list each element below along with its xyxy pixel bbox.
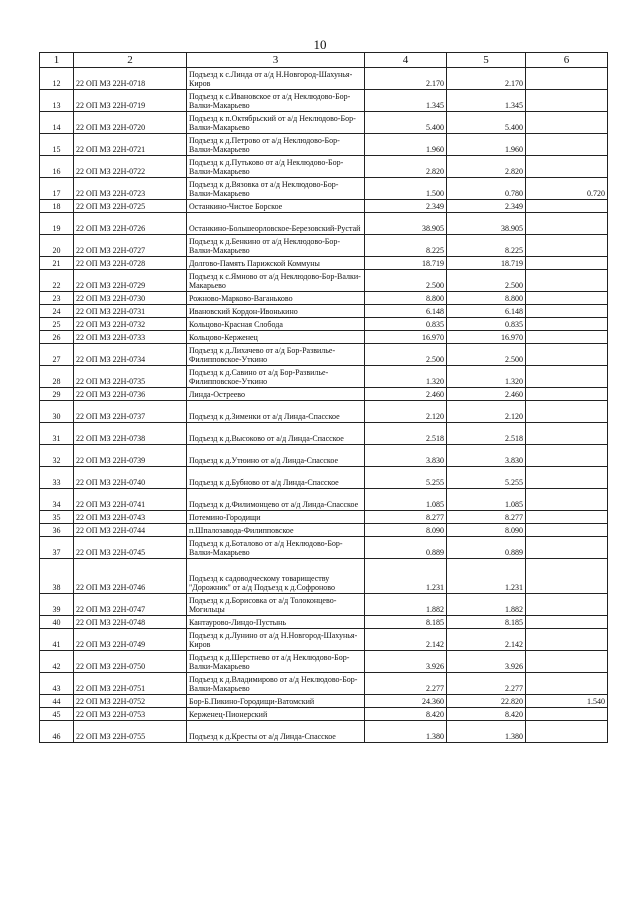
row-number: 17 <box>40 178 74 200</box>
table-row <box>40 629 608 651</box>
length-col-6 <box>526 90 608 112</box>
road-name: Подъезд к д.Шерстнево от а/д Неклюдово-Бор-Валки-Макарьево <box>187 651 365 673</box>
row-number: 22 <box>40 270 74 292</box>
road-name: Подъезд к д.Утюино от а/д Линда-Спасское <box>187 445 365 467</box>
row-number: 33 <box>40 467 74 489</box>
road-code: 22 ОП МЗ 22Н-0751 <box>74 673 187 695</box>
road-code: 22 ОП МЗ 22Н-0729 <box>74 270 187 292</box>
road-name: Кольцово-Красная Слобода <box>187 318 365 331</box>
length-col-6 <box>526 344 608 366</box>
table-row <box>40 423 608 445</box>
row-number: 39 <box>40 594 74 616</box>
length-col-5: 2.349 <box>447 200 526 213</box>
row-number: 25 <box>40 318 74 331</box>
road-name: Останкино-Большеорловское-Березовский-Рустай <box>187 213 365 235</box>
length-col-5: 5.255 <box>447 467 526 489</box>
length-total: 2.277 <box>365 673 447 695</box>
road-code: 22 ОП МЗ 22Н-0745 <box>74 537 187 559</box>
header-col-2: 2 <box>74 53 187 68</box>
road-code: 22 ОП МЗ 22Н-0737 <box>74 401 187 423</box>
length-col-5: 2.142 <box>447 629 526 651</box>
header-col-3: 3 <box>187 53 365 68</box>
length-total: 16.970 <box>365 331 447 344</box>
length-total: 8.225 <box>365 235 447 257</box>
road-name: Подъезд к д.Савино от а/д Бор-Развилье-Филипповское-Уткино <box>187 366 365 388</box>
length-total: 1.380 <box>365 721 447 743</box>
table-row <box>40 318 608 331</box>
table-row <box>40 305 608 318</box>
header-col-4: 4 <box>365 53 447 68</box>
road-name: Ивановский Кордон-Ивонькино <box>187 305 365 318</box>
length-col-6 <box>526 292 608 305</box>
road-code: 22 ОП МЗ 22Н-0753 <box>74 708 187 721</box>
length-total: 8.277 <box>365 511 447 524</box>
road-code: 22 ОП МЗ 22Н-0748 <box>74 616 187 629</box>
road-name: п.Шпалозавода-Филипповское <box>187 524 365 537</box>
length-col-6 <box>526 401 608 423</box>
row-number: 37 <box>40 537 74 559</box>
length-col-6 <box>526 68 608 90</box>
table-row <box>40 537 608 559</box>
table-row <box>40 651 608 673</box>
road-code: 22 ОП МЗ 22Н-0726 <box>74 213 187 235</box>
header-row <box>40 53 608 68</box>
road-name: Подъезд к д.Путьково от а/д Неклюдово-Бор-Валки-Макарьево <box>187 156 365 178</box>
row-number: 24 <box>40 305 74 318</box>
road-name: Кантаурово-Линдо-Пустынь <box>187 616 365 629</box>
row-number: 13 <box>40 90 74 112</box>
table-row <box>40 134 608 156</box>
length-total: 8.090 <box>365 524 447 537</box>
road-name: Подъезд к д.Бубново от а/д Линда-Спасское <box>187 467 365 489</box>
length-total: 3.830 <box>365 445 447 467</box>
length-total: 2.500 <box>365 270 447 292</box>
table-row <box>40 616 608 629</box>
row-number: 20 <box>40 235 74 257</box>
row-number: 35 <box>40 511 74 524</box>
length-col-5: 8.090 <box>447 524 526 537</box>
road-name: Подъезд к д.Зименки от а/д Линда-Спасское <box>187 401 365 423</box>
road-name: Подъезд к д.Лихачево от а/д Бор-Развилье-Филипповское-Уткино <box>187 344 365 366</box>
roads-table <box>39 52 608 743</box>
length-total: 8.800 <box>365 292 447 305</box>
row-number: 19 <box>40 213 74 235</box>
road-code: 22 ОП МЗ 22Н-0734 <box>74 344 187 366</box>
length-col-6 <box>526 616 608 629</box>
road-name: Подъезд к д.Филимонцево от а/д Линда-Спасское <box>187 489 365 511</box>
table-row <box>40 112 608 134</box>
length-col-6 <box>526 511 608 524</box>
length-col-6 <box>526 270 608 292</box>
road-name: Подъезд к д.Боталово от а/д Неклюдово-Бор-Валки-Макарьево <box>187 537 365 559</box>
table-row <box>40 594 608 616</box>
road-name: Подъезд к п.Октябрьский от а/д Неклюдово-Бор-Валки-Макарьево <box>187 112 365 134</box>
road-code: 22 ОП МЗ 22Н-0752 <box>74 695 187 708</box>
length-col-6 <box>526 467 608 489</box>
length-total: 8.420 <box>365 708 447 721</box>
length-col-5: 1.380 <box>447 721 526 743</box>
length-total: 1.085 <box>365 489 447 511</box>
length-col-6 <box>526 235 608 257</box>
length-col-6 <box>526 629 608 651</box>
length-col-6 <box>526 559 608 594</box>
row-number: 12 <box>40 68 74 90</box>
length-col-6: 1.540 <box>526 695 608 708</box>
road-name: Подъезд к д.Петрово от а/д Неклюдово-Бор-Валки-Макарьево <box>187 134 365 156</box>
length-col-5: 5.400 <box>447 112 526 134</box>
length-col-6 <box>526 366 608 388</box>
road-name: Подъезд к д.Высоково от а/д Линда-Спасское <box>187 423 365 445</box>
table-row <box>40 90 608 112</box>
length-total: 0.835 <box>365 318 447 331</box>
road-code: 22 ОП МЗ 22Н-0731 <box>74 305 187 318</box>
length-col-6 <box>526 651 608 673</box>
length-total: 1.500 <box>365 178 447 200</box>
road-code: 22 ОП МЗ 22Н-0755 <box>74 721 187 743</box>
length-total: 2.142 <box>365 629 447 651</box>
road-code: 22 ОП МЗ 22Н-0740 <box>74 467 187 489</box>
table-row <box>40 270 608 292</box>
length-total: 38.905 <box>365 213 447 235</box>
length-col-5: 1.960 <box>447 134 526 156</box>
road-name: Подъезд к с.Ивановское от а/д Неклюдово-Бор-Валки-Макарьево <box>187 90 365 112</box>
length-col-5: 8.225 <box>447 235 526 257</box>
row-number: 42 <box>40 651 74 673</box>
header-col-6: 6 <box>526 53 608 68</box>
length-total: 24.360 <box>365 695 447 708</box>
length-col-6 <box>526 112 608 134</box>
road-code: 22 ОП МЗ 22Н-0727 <box>74 235 187 257</box>
row-number: 29 <box>40 388 74 401</box>
length-col-6 <box>526 489 608 511</box>
length-col-5: 6.148 <box>447 305 526 318</box>
length-col-5: 2.518 <box>447 423 526 445</box>
road-name: Подъезд к с.Линда от а/д Н.Новгород-Шахунья-Киров <box>187 68 365 90</box>
length-total: 18.719 <box>365 257 447 270</box>
row-number: 45 <box>40 708 74 721</box>
length-col-6 <box>526 537 608 559</box>
length-col-5: 2.277 <box>447 673 526 695</box>
row-number: 18 <box>40 200 74 213</box>
length-total: 2.170 <box>365 68 447 90</box>
length-total: 2.500 <box>365 344 447 366</box>
row-number: 16 <box>40 156 74 178</box>
road-code: 22 ОП МЗ 22Н-0738 <box>74 423 187 445</box>
length-col-6 <box>526 673 608 695</box>
length-col-6 <box>526 331 608 344</box>
row-number: 21 <box>40 257 74 270</box>
length-col-5: 2.120 <box>447 401 526 423</box>
road-name: Подъезд к д.Лунино от а/д Н.Новгород-Шахунья-Киров <box>187 629 365 651</box>
table-row <box>40 344 608 366</box>
road-code: 22 ОП МЗ 22Н-0746 <box>74 559 187 594</box>
road-name: Кольцово-Керженец <box>187 331 365 344</box>
road-code: 22 ОП МЗ 22Н-0743 <box>74 511 187 524</box>
length-col-6 <box>526 257 608 270</box>
table-row <box>40 445 608 467</box>
road-name: Подъезд к д.Вязовка от а/д Неклюдово-Бор-Валки-Макарьево <box>187 178 365 200</box>
length-total: 2.349 <box>365 200 447 213</box>
row-number: 27 <box>40 344 74 366</box>
table-row <box>40 467 608 489</box>
row-number: 15 <box>40 134 74 156</box>
table-row <box>40 388 608 401</box>
length-col-5: 8.185 <box>447 616 526 629</box>
road-code: 22 ОП МЗ 22Н-0739 <box>74 445 187 467</box>
length-col-6 <box>526 388 608 401</box>
length-col-6 <box>526 721 608 743</box>
length-col-6 <box>526 318 608 331</box>
table-row <box>40 366 608 388</box>
length-total: 2.120 <box>365 401 447 423</box>
table-row <box>40 708 608 721</box>
length-col-5: 1.320 <box>447 366 526 388</box>
length-total: 2.518 <box>365 423 447 445</box>
road-code: 22 ОП МЗ 22Н-0732 <box>74 318 187 331</box>
page-number: 10 <box>313 37 327 52</box>
road-code: 22 ОП МЗ 22Н-0749 <box>74 629 187 651</box>
row-number: 23 <box>40 292 74 305</box>
length-total: 2.820 <box>365 156 447 178</box>
length-col-6 <box>526 305 608 318</box>
road-name: Бор-Б.Пикино-Городищи-Ватомский <box>187 695 365 708</box>
row-number: 46 <box>40 721 74 743</box>
row-number: 32 <box>40 445 74 467</box>
road-code: 22 ОП МЗ 22Н-0747 <box>74 594 187 616</box>
row-number: 34 <box>40 489 74 511</box>
length-col-6 <box>526 213 608 235</box>
table-row <box>40 524 608 537</box>
road-name: Подъезд к д.Борисовка от а/д Толоконцево-Могильцы <box>187 594 365 616</box>
length-col-6 <box>526 200 608 213</box>
row-number: 36 <box>40 524 74 537</box>
length-col-5: 0.889 <box>447 537 526 559</box>
length-col-5: 22.820 <box>447 695 526 708</box>
length-col-5: 8.277 <box>447 511 526 524</box>
length-col-5: 0.780 <box>447 178 526 200</box>
row-number: 40 <box>40 616 74 629</box>
road-code: 22 ОП МЗ 22Н-0730 <box>74 292 187 305</box>
road-name: Подъезд к с.Ямново от а/д Неклюдово-Бор-Валки-Макарьево <box>187 270 365 292</box>
length-total: 0.889 <box>365 537 447 559</box>
table-row <box>40 511 608 524</box>
table-row <box>40 235 608 257</box>
length-total: 1.882 <box>365 594 447 616</box>
road-code: 22 ОП МЗ 22Н-0735 <box>74 366 187 388</box>
road-name: Линда-Остреево <box>187 388 365 401</box>
table-row <box>40 178 608 200</box>
length-col-5: 2.170 <box>447 68 526 90</box>
length-col-5: 2.500 <box>447 344 526 366</box>
length-col-5: 1.231 <box>447 559 526 594</box>
table-row <box>40 200 608 213</box>
table-row <box>40 68 608 90</box>
road-code: 22 ОП МЗ 22Н-0741 <box>74 489 187 511</box>
road-code: 22 ОП МЗ 22Н-0720 <box>74 112 187 134</box>
road-name: Подъезд к д.Кресты от а/д Линда-Спасское <box>187 721 365 743</box>
length-col-5: 1.345 <box>447 90 526 112</box>
length-total: 5.400 <box>365 112 447 134</box>
road-code: 22 ОП МЗ 22Н-0723 <box>74 178 187 200</box>
length-col-6 <box>526 134 608 156</box>
road-code: 22 ОП МЗ 22Н-0719 <box>74 90 187 112</box>
road-code: 22 ОП МЗ 22Н-0750 <box>74 651 187 673</box>
length-total: 3.926 <box>365 651 447 673</box>
length-col-5: 8.420 <box>447 708 526 721</box>
road-code: 22 ОП МЗ 22Н-0722 <box>74 156 187 178</box>
table-row <box>40 559 608 594</box>
length-col-5: 1.882 <box>447 594 526 616</box>
road-code: 22 ОП МЗ 22Н-0725 <box>74 200 187 213</box>
length-col-5: 2.460 <box>447 388 526 401</box>
row-number: 14 <box>40 112 74 134</box>
length-col-5: 2.820 <box>447 156 526 178</box>
header-col-5: 5 <box>447 53 526 68</box>
length-col-6 <box>526 423 608 445</box>
road-code: 22 ОП МЗ 22Н-0744 <box>74 524 187 537</box>
length-col-5: 38.905 <box>447 213 526 235</box>
row-number: 43 <box>40 673 74 695</box>
length-total: 6.148 <box>365 305 447 318</box>
road-code: 22 ОП МЗ 22Н-0718 <box>74 68 187 90</box>
row-number: 26 <box>40 331 74 344</box>
road-name: Керженец-Пионерский <box>187 708 365 721</box>
length-total: 1.345 <box>365 90 447 112</box>
road-name: Подъезд к садоводческому товариществу "Дорожник" от а/д Подъезд к д.Софроново <box>187 559 365 594</box>
table-row <box>40 721 608 743</box>
length-col-5: 3.830 <box>447 445 526 467</box>
road-code: 22 ОП МЗ 22Н-0721 <box>74 134 187 156</box>
row-number: 38 <box>40 559 74 594</box>
table-row <box>40 257 608 270</box>
table-row <box>40 213 608 235</box>
length-total: 1.960 <box>365 134 447 156</box>
length-col-6 <box>526 524 608 537</box>
row-number: 30 <box>40 401 74 423</box>
road-name: Останкино-Чистое Борское <box>187 200 365 213</box>
table-row <box>40 695 608 708</box>
table-row <box>40 401 608 423</box>
row-number: 41 <box>40 629 74 651</box>
row-number: 31 <box>40 423 74 445</box>
length-col-5: 16.970 <box>447 331 526 344</box>
row-number: 44 <box>40 695 74 708</box>
length-total: 8.185 <box>365 616 447 629</box>
length-col-5: 8.800 <box>447 292 526 305</box>
length-col-6 <box>526 708 608 721</box>
road-name: Потемино-Городищи <box>187 511 365 524</box>
length-col-5: 18.719 <box>447 257 526 270</box>
road-name: Долгово-Память Парижской Коммуны <box>187 257 365 270</box>
road-code: 22 ОП МЗ 22Н-0736 <box>74 388 187 401</box>
road-code: 22 ОП МЗ 22Н-0733 <box>74 331 187 344</box>
length-total: 5.255 <box>365 467 447 489</box>
table-row <box>40 673 608 695</box>
length-col-5: 0.835 <box>447 318 526 331</box>
row-number: 28 <box>40 366 74 388</box>
table-row <box>40 489 608 511</box>
header-col-1: 1 <box>40 53 74 68</box>
table-row <box>40 331 608 344</box>
road-code: 22 ОП МЗ 22Н-0728 <box>74 257 187 270</box>
road-name: Подъезд к д.Владимирово от а/д Неклюдово-Бор-Валки-Макарьево <box>187 673 365 695</box>
length-col-5: 1.085 <box>447 489 526 511</box>
road-name: Подъезд к д.Бенкино от а/д Неклюдово-Бор-Валки-Макарьево <box>187 235 365 257</box>
length-total: 2.460 <box>365 388 447 401</box>
length-total: 1.231 <box>365 559 447 594</box>
length-col-5: 3.926 <box>447 651 526 673</box>
length-col-5: 2.500 <box>447 270 526 292</box>
road-name: Рожново-Марково-Ваганьково <box>187 292 365 305</box>
length-col-6 <box>526 594 608 616</box>
length-col-6: 0.720 <box>526 178 608 200</box>
length-col-6 <box>526 156 608 178</box>
length-total: 1.320 <box>365 366 447 388</box>
table-row <box>40 292 608 305</box>
length-col-6 <box>526 445 608 467</box>
table-row <box>40 156 608 178</box>
